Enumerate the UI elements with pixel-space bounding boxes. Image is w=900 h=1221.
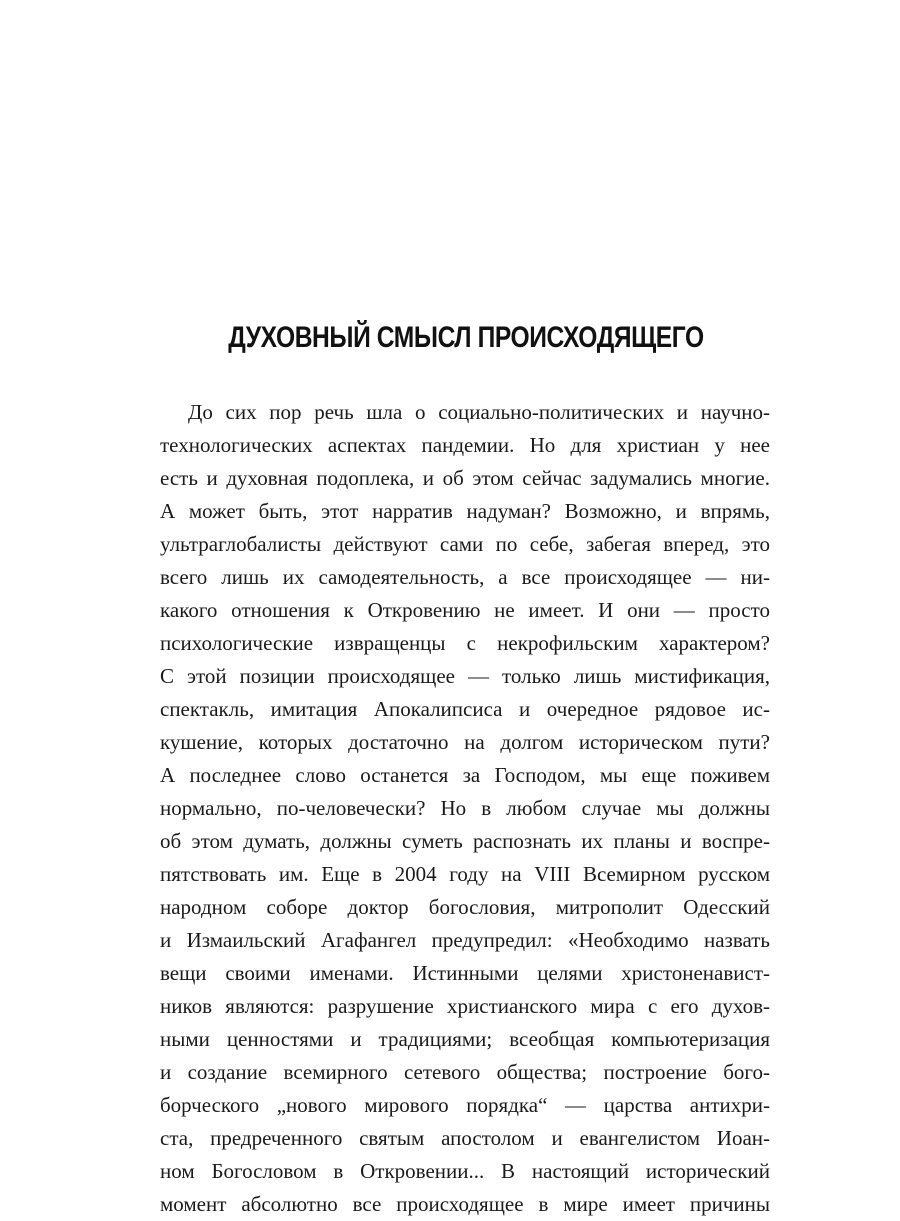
text-line: народном соборе доктор богословия, митрополит Одесский — [160, 895, 770, 919]
text-line: есть и духовная подоплека, и об этом сейчас задумались многие. — [160, 466, 770, 490]
text-line: об этом думать, должны суметь распознать их планы и воспре- — [160, 829, 770, 853]
text-line: С этой позиции происходящее — только лишь мистификация, — [160, 664, 770, 688]
text-line: До сих пор речь шла о социально-политических и научно- — [188, 400, 770, 424]
text-line: пятствовать им. Еще в 2004 году на VIII Всемирном русском — [160, 862, 770, 886]
text-line: ников являются: разрушение христианского мира с его духов- — [160, 994, 770, 1018]
text-line: кушение, которых достаточно на долгом историческом пути? — [160, 730, 770, 754]
text-line: и Измаильский Агафангел предупредил: «Необходимо назвать — [160, 928, 770, 952]
text-line: момент абсолютно все происходящее в мире имеет причины — [160, 1192, 770, 1216]
text-line: ными ценностями и традициями; всеобщая компьютеризация — [160, 1027, 770, 1051]
text-line: А может быть, этот нарратив надуман? Возможно, и впрямь, — [160, 499, 770, 523]
text-line: всего лишь их самодеятельность, а все происходящее — ни- — [160, 565, 770, 589]
text-line: ном Богословом в Откровении... В настоящий исторический — [160, 1159, 770, 1183]
text-line: ультраглобалисты действуют сами по себе, забегая вперед, это — [160, 532, 770, 556]
chapter-title: ДУХОВНЫЙ СМЫСЛ ПРОИСХОДЯЩЕГО — [228, 321, 704, 354]
text-line: нормально, по-человечески? Но в любом случае мы должны — [160, 796, 770, 820]
text-line: спектакль, имитация Апокалипсиса и очередное рядовое ис- — [160, 697, 770, 721]
text-line: А последнее слово останется за Господом, мы еще поживем — [160, 763, 770, 787]
text-line: психологические извращенцы с некрофильским характером? — [160, 631, 770, 655]
text-line: борческого „нового мирового порядка“ — царства антихри- — [160, 1093, 770, 1117]
text-line: ста, предреченного святым апостолом и евангелистом Иоан- — [160, 1126, 770, 1150]
text-line: какого отношения к Откровению не имеет. И они — просто — [160, 598, 770, 622]
text-line: технологических аспектах пандемии. Но для христиан у нее — [160, 433, 770, 457]
body-paragraph — [160, 396, 770, 1221]
text-line: и создание всемирного сетевого общества; построение бого- — [160, 1060, 770, 1084]
text-line: вещи своими именами. Истинными целями христоненавист- — [160, 961, 770, 985]
